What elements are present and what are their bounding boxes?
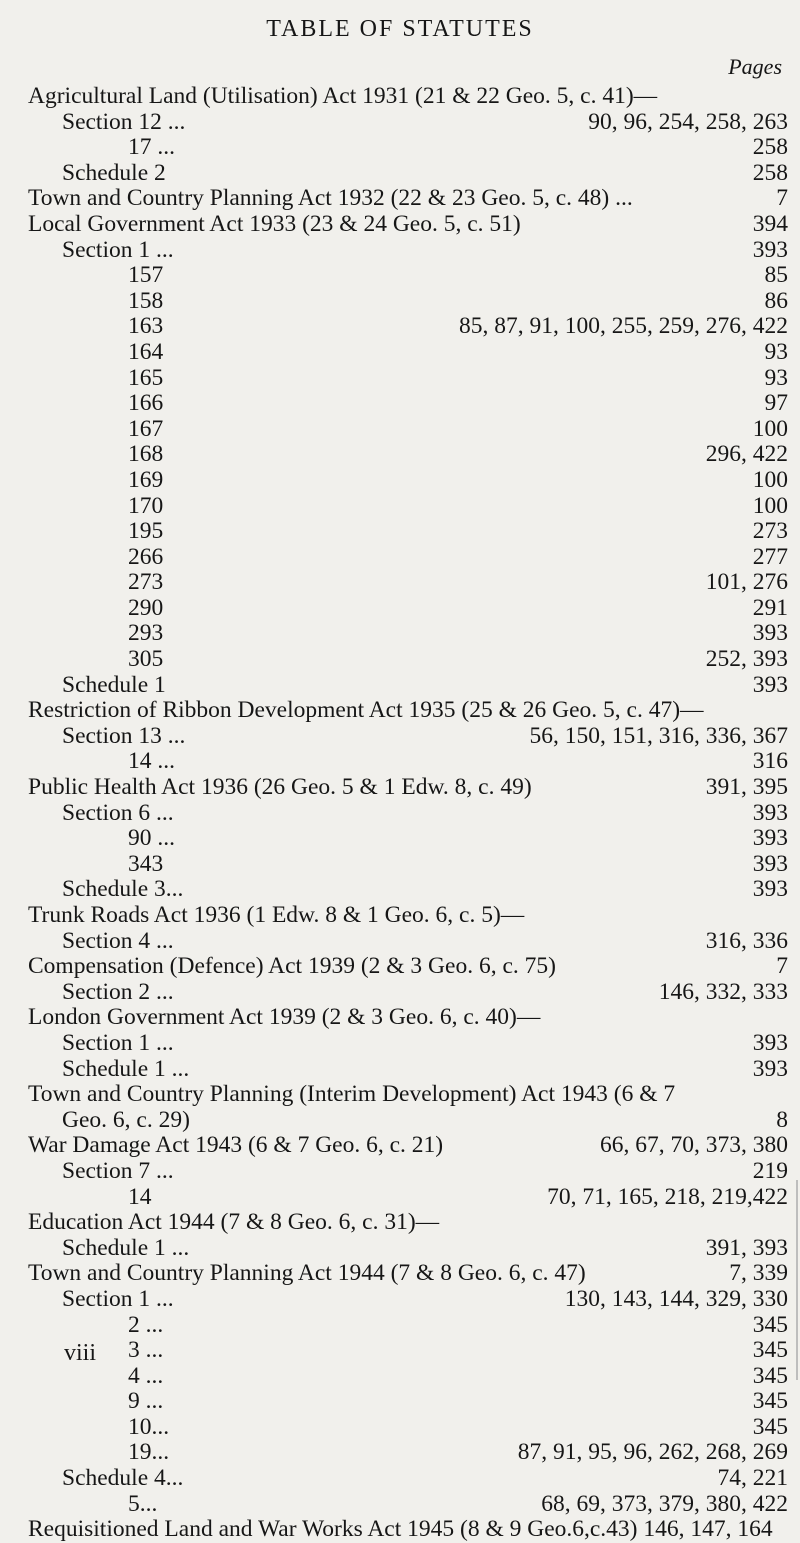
entry-pages: 146, 332, 333 — [653, 980, 788, 1006]
provision-entry — [0, 1057, 800, 1083]
provision-entry — [0, 1287, 800, 1313]
entry-label: Section 1 ... — [62, 1285, 174, 1312]
provision-entry — [0, 263, 800, 289]
entry-pages: 393 — [747, 826, 788, 852]
entry-pages: 7 — [770, 186, 788, 212]
entry-label: 343 — [128, 850, 164, 877]
entry-pages: 345 — [747, 1389, 788, 1415]
entry-pages: 8 — [770, 1108, 788, 1134]
entry-pages: 273 — [747, 519, 788, 545]
statute-entry — [0, 954, 800, 980]
entry-pages: 101, 276 — [700, 570, 788, 596]
entry-label: Restriction of Ribbon Development Act 1935 (25 & 26 Geo. 5, c. 47)— — [28, 697, 704, 724]
statute-entry — [0, 698, 800, 724]
provision-entry — [0, 1236, 800, 1262]
entry-label: Town and Country Planning (Interim Development) Act 1943 (6 & 7 — [28, 1081, 676, 1108]
entry-pages: 258 — [747, 135, 788, 161]
provision-entry — [0, 1108, 800, 1134]
statutes-table — [0, 84, 800, 1543]
page-title: TABLE OF STATUTES — [266, 16, 534, 42]
entry-pages: 100 — [747, 417, 788, 443]
entry-label: Schedule 3... — [62, 876, 184, 903]
entry-label: Section 7 ... — [62, 1157, 174, 1184]
statute-entry — [0, 212, 800, 238]
entry-label: Agricultural Land (Utilisation) Act 1931 (21 & 22 Geo. 5, c. 41)— — [28, 83, 658, 109]
statute-entry — [0, 903, 800, 929]
entry-pages: 74, 221 — [712, 1466, 789, 1492]
entry-label: 163 — [128, 313, 164, 340]
provision-entry — [0, 110, 800, 136]
entry-pages: 56, 150, 151, 316, 336, 367 — [524, 724, 789, 750]
entry-pages: 87, 91, 95, 96, 262, 268, 269 — [512, 1440, 788, 1466]
provision-entry — [0, 1466, 800, 1492]
entry-pages: 345 — [747, 1338, 788, 1364]
statute-entry — [0, 1517, 800, 1543]
entry-label: 164 — [128, 338, 164, 365]
statute-entry — [0, 186, 800, 212]
entry-label: 10... — [128, 1413, 170, 1440]
entry-pages: 394 — [747, 212, 788, 238]
entry-pages: 393 — [747, 673, 788, 699]
statute-entry — [0, 775, 800, 801]
entry-label: Compensation (Defence) Act 1939 (2 & 3 Geo. 6, c. 75) — [28, 953, 556, 980]
entry-pages: 93 — [759, 340, 789, 366]
entry-pages: 85, 87, 91, 100, 255, 259, 276, 422 — [453, 314, 788, 340]
entry-label: 168 — [128, 441, 164, 468]
entry-label: 158 — [128, 287, 164, 314]
statute-entry — [0, 1082, 800, 1108]
provision-entry — [0, 1031, 800, 1057]
entry-pages: 70, 71, 165, 218, 219,422 — [541, 1185, 788, 1211]
entry-pages: 316 — [747, 749, 788, 775]
entry-pages: 100 — [747, 494, 788, 520]
provision-entry — [0, 391, 800, 417]
entry-label: Section 6 ... — [62, 799, 174, 826]
page-edge — [796, 1180, 798, 1380]
provision-entry — [0, 980, 800, 1006]
entry-label: 4 ... — [128, 1362, 164, 1389]
entry-pages: 86 — [759, 289, 789, 315]
entry-label: Section 13 ... — [62, 722, 186, 749]
provision-entry — [0, 314, 800, 340]
entry-label: Schedule 2 — [62, 159, 166, 186]
provision-entry — [0, 161, 800, 187]
provision-entry — [0, 929, 800, 955]
provision-entry — [0, 417, 800, 443]
entry-pages: 130, 143, 144, 329, 330 — [559, 1287, 788, 1313]
entry-pages: 291 — [747, 596, 788, 622]
entry-label: Trunk Roads Act 1936 (1 Edw. 8 & 1 Geo. 6, c. 5)— — [28, 902, 525, 928]
entry-pages: 393 — [747, 1057, 788, 1083]
entry-pages: 68, 69, 373, 379, 380, 422 — [535, 1492, 788, 1518]
provision-entry — [0, 494, 800, 520]
entry-label: Schedule 4... — [62, 1465, 184, 1492]
entry-pages: 85 — [759, 263, 789, 289]
entry-label: London Government Act 1939 (2 & 3 Geo. 6, c. 40)— — [28, 1004, 541, 1031]
entry-label: 90 ... — [128, 825, 175, 852]
entry-label: 165 — [128, 364, 164, 391]
entry-label: 19... — [128, 1439, 170, 1466]
provision-entry — [0, 749, 800, 775]
entry-label: Schedule 1 — [62, 671, 166, 698]
provision-entry — [0, 877, 800, 903]
entry-pages: 393 — [747, 877, 788, 903]
entry-pages: 66, 67, 70, 373, 380 — [594, 1133, 788, 1159]
provision-entry — [0, 135, 800, 161]
provision-entry — [0, 1364, 800, 1390]
entry-pages: 393 — [747, 621, 788, 647]
entry-label: 3 ... — [128, 1337, 164, 1364]
provision-entry — [0, 1389, 800, 1415]
entry-pages: 345 — [747, 1364, 788, 1390]
entry-label: 14 ... — [128, 748, 175, 775]
provision-entry — [0, 468, 800, 494]
entry-label: 170 — [128, 492, 164, 519]
entry-label: Education Act 1944 (7 & 8 Geo. 6, c. 31)— — [28, 1209, 440, 1236]
pages-column-header: Pages — [728, 54, 782, 79]
provision-entry — [0, 647, 800, 673]
entry-label: Section 4 ... — [62, 927, 174, 954]
provision-entry — [0, 545, 800, 571]
statute-entry — [0, 1261, 800, 1287]
entry-label: War Damage Act 1943 (6 & 7 Geo. 6, c. 21) — [28, 1132, 444, 1159]
entry-label: 14 — [128, 1183, 152, 1210]
entry-label: 2 ... — [128, 1311, 164, 1338]
entry-label: 273 — [128, 569, 164, 596]
provision-entry — [0, 289, 800, 315]
entry-label: Town and Country Planning Act 1944 (7 & 8 Geo. 6, c. 47) — [28, 1260, 586, 1287]
entry-pages: 277 — [747, 545, 788, 571]
entry-label: Section 2 ... — [62, 978, 174, 1005]
provision-entry — [0, 570, 800, 596]
statute-entry — [0, 84, 800, 110]
entry-label: Schedule 1 ... — [62, 1234, 190, 1261]
entry-label: Local Government Act 1933 (23 & 24 Geo. 5, c. 51) — [28, 210, 521, 237]
entry-pages: 393 — [747, 238, 788, 264]
statute-entry — [0, 1005, 800, 1031]
entry-pages: 7, 339 — [723, 1261, 788, 1287]
entry-pages: 258 — [747, 161, 788, 187]
entry-pages: 7 — [770, 954, 788, 980]
entry-label: 157 — [128, 262, 164, 289]
provision-entry — [0, 1338, 800, 1364]
entry-pages: 296, 422 — [700, 442, 788, 468]
entry-label: 195 — [128, 518, 164, 545]
entry-label: 305 — [128, 646, 164, 673]
entry-pages: 393 — [747, 1031, 788, 1057]
page-number: viii — [64, 1340, 97, 1366]
entry-label: Town and Country Planning Act 1932 (22 & 23 Geo. 5, c. 48) ... — [28, 185, 633, 212]
entry-label: 9 ... — [128, 1388, 164, 1415]
provision-entry — [0, 724, 800, 750]
statute-entry — [0, 1210, 800, 1236]
provision-entry — [0, 1492, 800, 1518]
entry-label: 167 — [128, 415, 164, 442]
entry-label: Public Health Act 1936 (26 Geo. 5 & 1 Edw. 8, c. 49) — [28, 774, 532, 801]
provision-entry — [0, 1440, 800, 1466]
statute-entry — [0, 1133, 800, 1159]
entry-pages: 316, 336 — [700, 929, 788, 955]
entry-pages: 393 — [747, 801, 788, 827]
provision-entry — [0, 340, 800, 366]
provision-entry — [0, 852, 800, 878]
provision-entry — [0, 442, 800, 468]
provision-entry — [0, 801, 800, 827]
entry-pages: 391, 395 — [700, 775, 788, 801]
entry-label: Section 1 ... — [62, 1029, 174, 1056]
entry-label: 166 — [128, 390, 164, 417]
entry-label: Schedule 1 ... — [62, 1055, 190, 1082]
provision-entry — [0, 1185, 800, 1211]
entry-pages: 219 — [747, 1159, 788, 1185]
provision-entry — [0, 621, 800, 647]
entry-label: 290 — [128, 594, 164, 621]
entry-label: Geo. 6, c. 29) — [62, 1106, 190, 1133]
provision-entry — [0, 596, 800, 622]
provision-entry — [0, 366, 800, 392]
entry-pages: 391, 393 — [700, 1236, 788, 1262]
entry-label: Section 1 ... — [62, 236, 174, 263]
entry-pages: 100 — [747, 468, 788, 494]
entry-label: Section 12 ... — [62, 108, 186, 135]
provision-entry — [0, 238, 800, 264]
entry-pages: 345 — [747, 1313, 788, 1339]
entry-pages: 90, 96, 254, 258, 263 — [582, 110, 788, 136]
provision-entry — [0, 1313, 800, 1339]
entry-pages: 252, 393 — [700, 647, 788, 673]
entry-label: 293 — [128, 620, 164, 647]
provision-entry — [0, 1415, 800, 1441]
provision-entry — [0, 826, 800, 852]
entry-label: 266 — [128, 543, 164, 570]
entry-label: 169 — [128, 466, 164, 493]
entry-label: Requisitioned Land and War Works Act 1945 (8 & 9 Geo.6,c.43) 146, 147, 164 — [28, 1516, 773, 1543]
entry-pages: 393 — [747, 852, 788, 878]
provision-entry — [0, 1159, 800, 1185]
entry-label: 17 ... — [128, 134, 175, 161]
entry-pages: 97 — [759, 391, 789, 417]
provision-entry — [0, 673, 800, 699]
provision-entry — [0, 519, 800, 545]
entry-label: 5... — [128, 1490, 158, 1517]
entry-pages: 345 — [747, 1415, 788, 1441]
entry-pages: 93 — [759, 366, 789, 392]
